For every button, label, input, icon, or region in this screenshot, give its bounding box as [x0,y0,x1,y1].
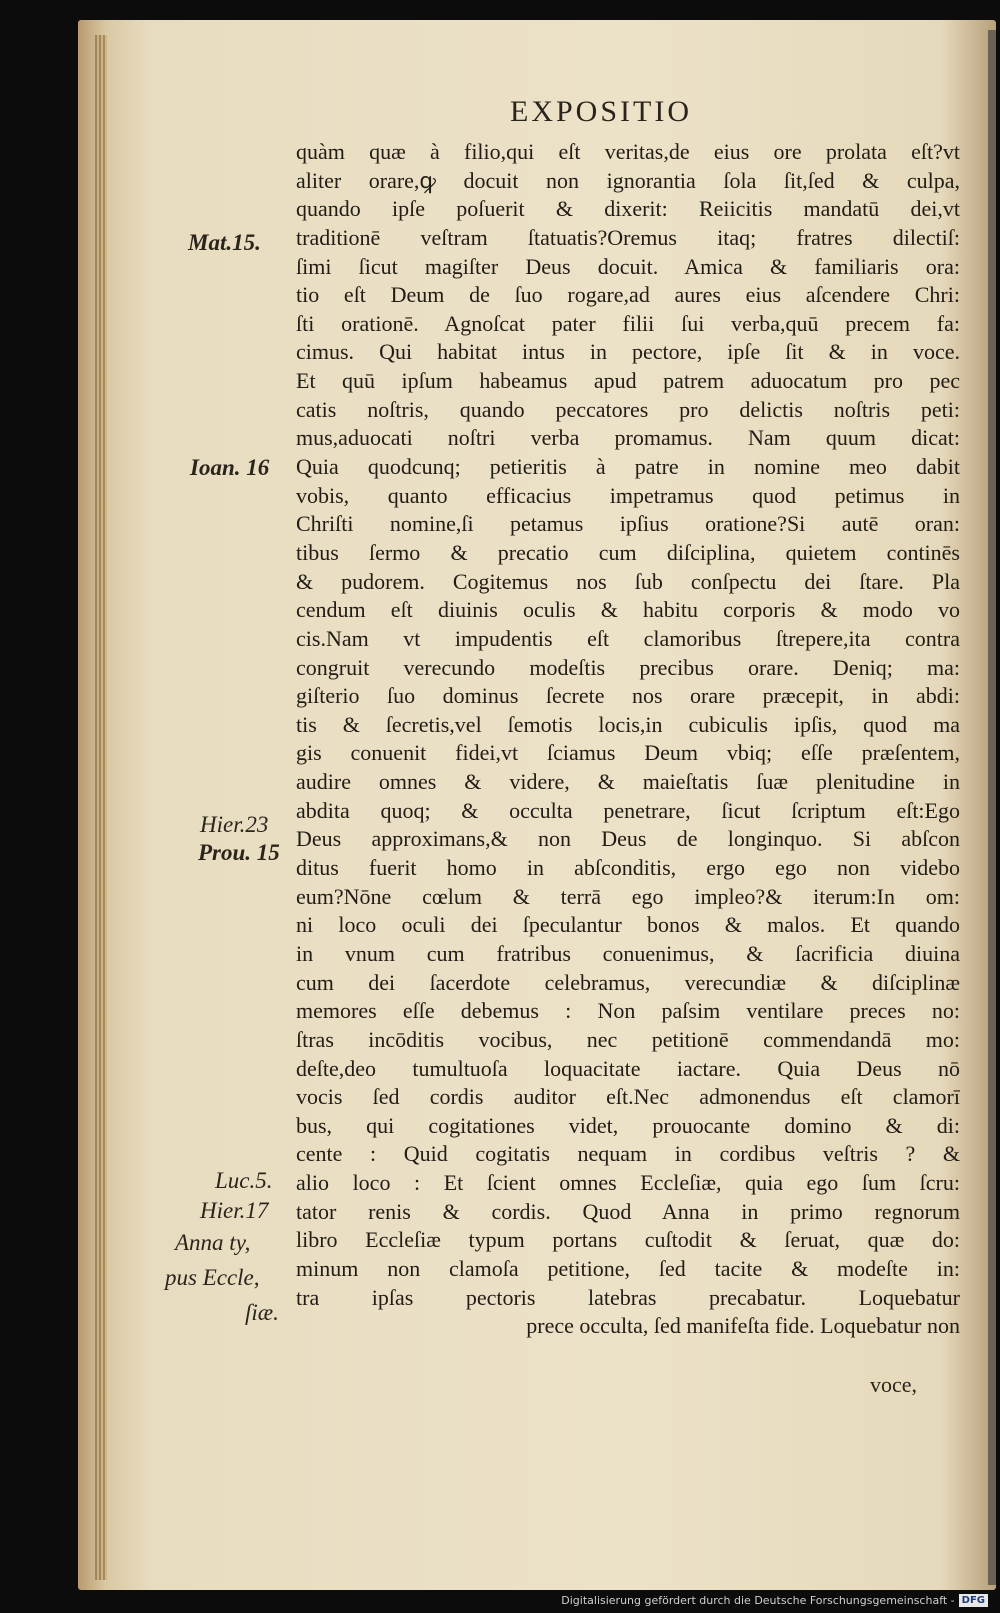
text-line: tator renis & cordis. Quod Anna in primo regnorum [296,1198,960,1224]
text-line: in vnum cum fratribus conuenimus, & ſacrificia diuina [296,940,960,966]
catchword: voce, [870,1372,918,1397]
margin-note-hier17: Hier.17 [200,1198,269,1223]
text-line: tra ipſas pectoris latebras precabatur. Loquebatur [296,1284,960,1310]
margin-note-anna-2: pus Eccle, [165,1265,260,1290]
text-line: catis noſtris, quando peccatores pro delictis noſtris peti: [296,396,960,422]
text-line: prece occulta, ſed manifeſta fide. Loquebatur non [526,1313,960,1339]
text-line: giſterio ſuo dominus ſecrete nos orare præcepit, in abdi: [296,683,960,709]
text-line: tio eſt Deum de ſuo rogare,ad aures eius aſcendere Chri: [296,282,960,308]
text-line: ſtras incōditis vocibus, nec petitionē commendandā mo: [296,1026,960,1052]
text-line: & pudorem. Cogitemus nos ſub conſpectu dei ſtare. Pla [296,568,960,594]
text-line: audire omnes & videre, & maieſtatis ſuæ plenitudine in [296,769,960,795]
text-line: quàm quæ à filio,qui eſt veritas,de eius ore prolata eſt?vt [296,139,960,164]
text-line: mus,aduocati noſtri verba promamus. Nam quum dicat: [296,425,960,451]
running-header: EXPOSITIO [510,95,692,128]
book-right-edge [988,30,996,1585]
margin-note-ioan: Ioan. 16 [190,455,270,480]
text-line: Chriſti nomine,ſi petamus ipſius oratione?Si autē oran: [296,511,960,537]
text-line: cente : Quid cogitatis nequam in cordibus veſtris ? & [296,1141,960,1167]
text-line: bus, qui cogitationes videt, prouocante domino & di: [296,1112,960,1138]
text-line: cimus. Qui habitat intus in pectore, ipſe ſit & in voce. [296,339,960,365]
text-line: congruit verecundo modeſtis precibus orare. Deniq; ma: [296,654,960,680]
text-line: quando ipſe poſuerit & dixerit: Reiicitis mandatū dei,vt [296,196,960,222]
text-line: alio loco : Et ſcient omnes Eccleſiæ, quia ego ſum ſcru: [296,1170,960,1196]
text-line: ſti orationē. Agnoſcat pater filii ſui verba,quū precem fa: [296,310,960,336]
text-line: vobis, quanto efficacius impetramus quod petimus in [296,482,960,508]
text-line: libro Eccleſiæ typum portans cuſtodit & ſeruat, quæ do: [296,1227,960,1253]
page-stack-edge [95,35,107,1580]
text-line: traditionē veſtram ſtatuatis?Oremus itaq; fratres dilectiſ: [296,224,960,250]
text-line: cis.Nam vt impudentis eſt clamoribus ſtrepere,ita contra [296,625,960,651]
text-line: memores eſſe debemus : Non paſsim ventilare preces no: [296,998,960,1024]
text-line: Quia quodcunq; petieritis à patre in nomine meo dabit [296,454,960,480]
body-text [296,138,960,1341]
text-line: ni loco oculi dei ſpeculantur bonos & malos. Et quando [296,912,960,938]
text-line: Deus approximans,& non Deus de longinquo. Si abſcon [296,826,960,852]
text-line: abdita quoq; & occulta penetrare, ſicut ſcriptum eſt:Ego [296,797,960,823]
text-line: aliter orare,ꝙ docuit non ignorantia ſola ſit,ſed & culpa, [296,167,960,193]
footer-credit [561,1594,988,1607]
text-line: deſte,deo tumultuoſa loquacitate iactare. Quia Deus nō [296,1055,960,1081]
dfg-logo: DFG [959,1594,988,1607]
text-line: cendum eſt diuinis oculis & habitu corporis & modo vo [296,597,960,623]
margin-note-anna-3: ſiæ. [245,1300,279,1325]
footer-text: Digitalisierung gefördert durch die Deutsche Forschungsgemeinschaft - [561,1594,955,1607]
text-line: tibus ſermo & precatio cum diſciplina, quietem continēs [296,539,960,565]
margin-note-anna-1: Anna ty, [175,1230,251,1255]
text-line: vocis ſed cordis auditor eſt.Nec admonendus eſt clamorī [296,1084,960,1110]
text-line: ditus fuerit homo in abſconditis, ergo ego non videbo [296,855,960,881]
margin-note-prou: Prou. 15 [198,840,280,865]
text-line: tis & ſecretis,vel ſemotis locis,in cubiculis ipſis, quod ma [296,711,960,737]
margin-note-luc: Luc.5. [215,1168,273,1193]
text-line: minum non clamoſa petitione, ſed tacite & modeſte in: [296,1255,960,1281]
text-line: ſimi ſicut magiſter Deus docuit. Amica & familiaris ora: [296,253,960,279]
text-line: eum?Nōne cœlum & terrā ego impleo?& iterum:In om: [296,883,960,909]
margin-note-mat: Mat.15. [188,230,261,255]
margin-note-hier23: Hier.23 [200,812,269,837]
text-line: cum dei ſacerdote celebramus, verecundiæ & diſciplinæ [296,969,960,995]
text-line: gis conuenit fidei,vt ſciamus Deum vbiq; eſſe præſentem, [296,740,960,766]
text-line: Et quū ipſum habeamus apud patrem aduocatum pro pec [296,368,960,394]
